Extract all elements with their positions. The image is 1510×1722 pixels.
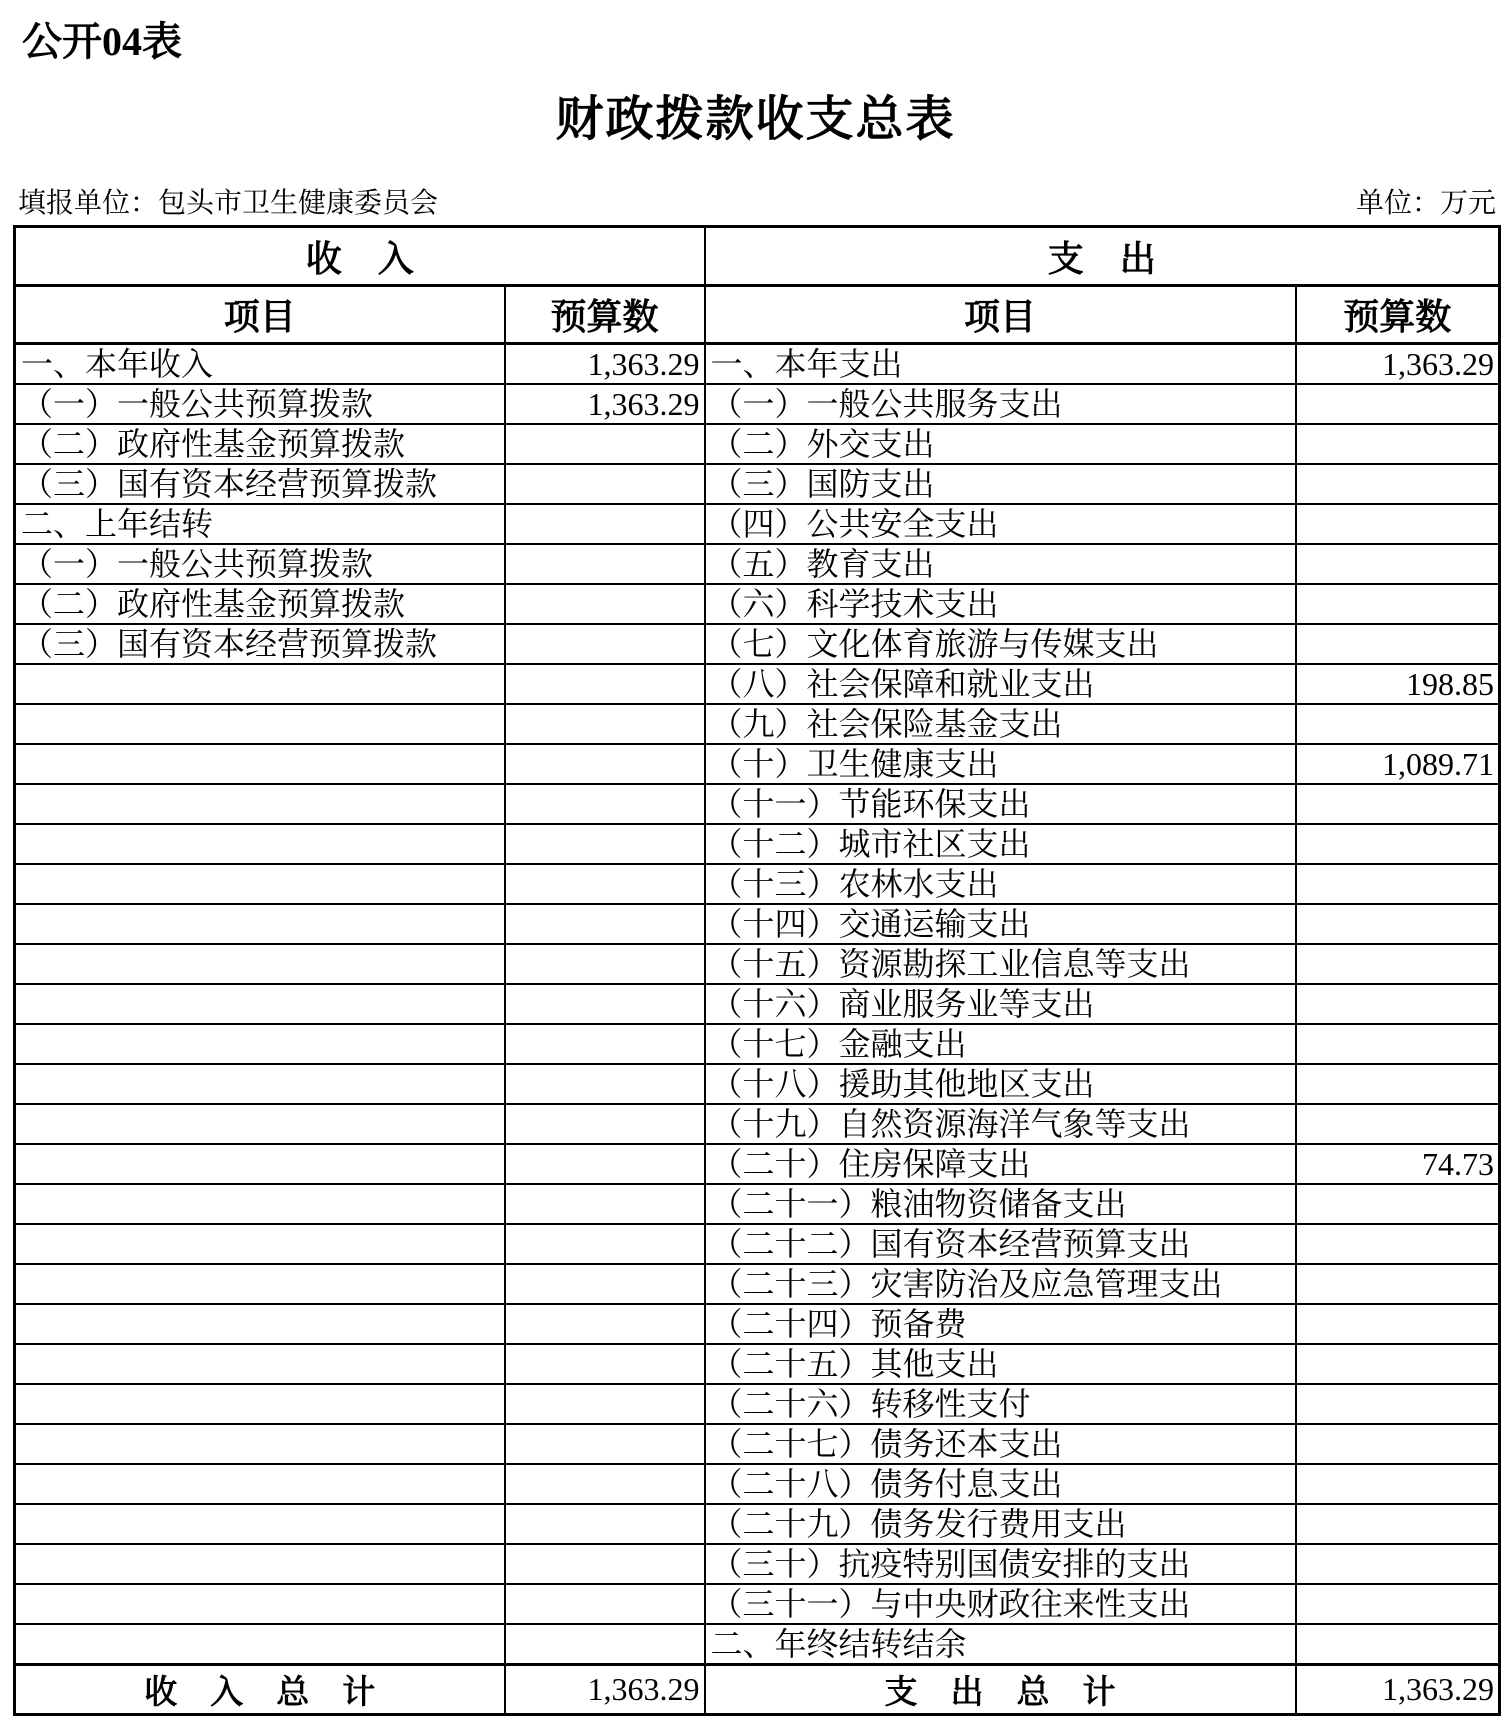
revenue-item-cell bbox=[15, 1104, 505, 1144]
expenditure-value-cell bbox=[1296, 824, 1500, 864]
expenditure-item-cell: （二）外交支出 bbox=[705, 424, 1296, 464]
expenditure-value-cell bbox=[1296, 1064, 1500, 1104]
revenue-value-cell bbox=[505, 1264, 705, 1304]
table-row bbox=[15, 504, 1500, 544]
expenditure-total-value: 1,363.29 bbox=[1296, 1665, 1500, 1715]
table-row bbox=[15, 1344, 1500, 1384]
table-row bbox=[15, 1384, 1500, 1424]
revenue-section-header: 收 入 bbox=[15, 227, 705, 286]
expenditure-value-cell: 74.73 bbox=[1296, 1144, 1500, 1184]
table-row bbox=[15, 1504, 1500, 1544]
revenue-item-cell bbox=[15, 864, 505, 904]
table-row bbox=[15, 1264, 1500, 1304]
revenue-value-cell bbox=[505, 1224, 705, 1264]
revenue-value-cell bbox=[505, 664, 705, 704]
table-row bbox=[15, 1304, 1500, 1344]
expenditure-value-cell bbox=[1296, 584, 1500, 624]
expenditure-value-cell bbox=[1296, 384, 1500, 424]
expenditure-item-cell: （三十）抗疫特别国债安排的支出 bbox=[705, 1544, 1296, 1584]
revenue-value-cell bbox=[505, 1304, 705, 1344]
revenue-total-value: 1,363.29 bbox=[505, 1665, 705, 1715]
table-row bbox=[15, 464, 1500, 504]
expenditure-value-cell bbox=[1296, 1264, 1500, 1304]
revenue-item-cell bbox=[15, 904, 505, 944]
table-row bbox=[15, 1584, 1500, 1624]
expenditure-value-cell bbox=[1296, 1384, 1500, 1424]
table-body bbox=[15, 344, 1500, 1665]
expenditure-value-cell bbox=[1296, 1544, 1500, 1584]
table-row bbox=[15, 624, 1500, 664]
table-row bbox=[15, 904, 1500, 944]
revenue-item-cell bbox=[15, 1184, 505, 1224]
table-foot bbox=[15, 1665, 1500, 1715]
expenditure-item-cell: （十一）节能环保支出 bbox=[705, 784, 1296, 824]
expenditure-value-cell bbox=[1296, 504, 1500, 544]
expenditure-value-cell bbox=[1296, 1304, 1500, 1344]
expenditure-value-cell bbox=[1296, 1464, 1500, 1504]
expenditure-item-cell: （三）国防支出 bbox=[705, 464, 1296, 504]
table-row bbox=[15, 384, 1500, 424]
expenditure-value-cell bbox=[1296, 944, 1500, 984]
meta-row bbox=[13, 188, 1498, 220]
revenue-value-cell bbox=[505, 1104, 705, 1144]
expenditure-section-header: 支 出 bbox=[705, 227, 1500, 286]
total-row bbox=[15, 1665, 1500, 1715]
expenditure-value-cell bbox=[1296, 1504, 1500, 1544]
revenue-value-cell bbox=[505, 1344, 705, 1384]
expenditure-item-cell: （十七）金融支出 bbox=[705, 1024, 1296, 1064]
revenue-value-cell bbox=[505, 904, 705, 944]
revenue-item-cell: （一）一般公共预算拨款 bbox=[15, 544, 505, 584]
expenditure-value-cell bbox=[1296, 1584, 1500, 1624]
revenue-item-header: 项目 bbox=[15, 286, 505, 344]
expenditure-value-cell bbox=[1296, 784, 1500, 824]
revenue-item-cell bbox=[15, 664, 505, 704]
table-row bbox=[15, 424, 1500, 464]
revenue-item-cell: 一、本年收入 bbox=[15, 344, 505, 385]
revenue-item-cell bbox=[15, 824, 505, 864]
unit-label: 单位：万元 bbox=[1355, 188, 1496, 219]
revenue-item-cell: （三）国有资本经营预算拨款 bbox=[15, 464, 505, 504]
revenue-value-cell bbox=[505, 704, 705, 744]
table-row bbox=[15, 824, 1500, 864]
revenue-item-cell bbox=[15, 1344, 505, 1384]
revenue-total-label: 收 入 总 计 bbox=[15, 1665, 505, 1715]
expenditure-item-cell: （二十六）转移性支付 bbox=[705, 1384, 1296, 1424]
revenue-item-cell bbox=[15, 944, 505, 984]
table-head bbox=[15, 227, 1500, 344]
revenue-value-cell bbox=[505, 1624, 705, 1665]
expenditure-value-cell bbox=[1296, 624, 1500, 664]
expenditure-item-cell: （十三）农林水支出 bbox=[705, 864, 1296, 904]
revenue-item-cell bbox=[15, 984, 505, 1024]
column-header-row bbox=[15, 286, 1500, 344]
revenue-value-cell bbox=[505, 1424, 705, 1464]
expenditure-item-cell: 一、本年支出 bbox=[705, 344, 1296, 385]
revenue-item-cell bbox=[15, 1144, 505, 1184]
expenditure-item-cell: （五）教育支出 bbox=[705, 544, 1296, 584]
table-row bbox=[15, 1224, 1500, 1264]
expenditure-item-cell: （九）社会保险基金支出 bbox=[705, 704, 1296, 744]
expenditure-item-cell: （十四）交通运输支出 bbox=[705, 904, 1296, 944]
expenditure-item-cell: （二十五）其他支出 bbox=[705, 1344, 1296, 1384]
expenditure-value-cell bbox=[1296, 1624, 1500, 1665]
revenue-item-cell: （二）政府性基金预算拨款 bbox=[15, 584, 505, 624]
revenue-item-cell bbox=[15, 1024, 505, 1064]
expenditure-value-cell: 198.85 bbox=[1296, 664, 1500, 704]
table-row bbox=[15, 864, 1500, 904]
revenue-value-cell bbox=[505, 944, 705, 984]
revenue-item-cell: （一）一般公共预算拨款 bbox=[15, 384, 505, 424]
expenditure-item-cell: （二十七）债务还本支出 bbox=[705, 1424, 1296, 1464]
revenue-item-cell bbox=[15, 1064, 505, 1104]
expenditure-item-cell: （二十二）国有资本经营预算支出 bbox=[705, 1224, 1296, 1264]
expenditure-item-cell: （三十一）与中央财政往来性支出 bbox=[705, 1584, 1296, 1624]
expenditure-item-cell: （二十）住房保障支出 bbox=[705, 1144, 1296, 1184]
table-row bbox=[15, 584, 1500, 624]
revenue-value-cell bbox=[505, 424, 705, 464]
table-row bbox=[15, 1024, 1500, 1064]
expenditure-total-label: 支 出 总 计 bbox=[705, 1665, 1296, 1715]
expenditure-item-cell: （十六）商业服务业等支出 bbox=[705, 984, 1296, 1024]
revenue-item-cell bbox=[15, 1624, 505, 1665]
budget-table bbox=[13, 225, 1501, 1716]
expenditure-item-cell: （十五）资源勘探工业信息等支出 bbox=[705, 944, 1296, 984]
table-row bbox=[15, 1144, 1500, 1184]
revenue-item-cell bbox=[15, 784, 505, 824]
revenue-value-cell bbox=[505, 1464, 705, 1504]
revenue-value-cell bbox=[505, 544, 705, 584]
revenue-value-cell bbox=[505, 1144, 705, 1184]
reporting-unit-label: 填报单位：包头市卫生健康委员会 bbox=[18, 188, 439, 219]
revenue-value-cell bbox=[505, 864, 705, 904]
expenditure-value-cell bbox=[1296, 1344, 1500, 1384]
revenue-item-cell bbox=[15, 1304, 505, 1344]
page-title: 财政拨款收支总表 bbox=[555, 93, 956, 146]
expenditure-value-cell: 1,089.71 bbox=[1296, 744, 1500, 784]
expenditure-value-cell: 1,363.29 bbox=[1296, 344, 1500, 385]
table-row bbox=[15, 1624, 1500, 1665]
table-row bbox=[15, 344, 1500, 385]
revenue-item-cell: （三）国有资本经营预算拨款 bbox=[15, 624, 505, 664]
expenditure-item-header: 项目 bbox=[705, 286, 1296, 344]
revenue-value-cell bbox=[505, 1544, 705, 1584]
expenditure-value-cell bbox=[1296, 1424, 1500, 1464]
revenue-value-cell bbox=[505, 744, 705, 784]
table-row bbox=[15, 544, 1500, 584]
revenue-budget-header: 预算数 bbox=[505, 286, 705, 344]
table-row bbox=[15, 1184, 1500, 1224]
revenue-item-cell bbox=[15, 704, 505, 744]
revenue-item-cell bbox=[15, 1424, 505, 1464]
expenditure-item-cell: （十八）援助其他地区支出 bbox=[705, 1064, 1296, 1104]
revenue-value-cell bbox=[505, 464, 705, 504]
table-row bbox=[15, 744, 1500, 784]
table-code: 公开04表 bbox=[22, 19, 182, 64]
expenditure-value-cell bbox=[1296, 424, 1500, 464]
expenditure-budget-header: 预算数 bbox=[1296, 286, 1500, 344]
expenditure-item-cell: （二十四）预备费 bbox=[705, 1304, 1296, 1344]
revenue-value-cell bbox=[505, 1504, 705, 1544]
table-row bbox=[15, 1104, 1500, 1144]
revenue-value-cell bbox=[505, 984, 705, 1024]
expenditure-value-cell bbox=[1296, 704, 1500, 744]
expenditure-item-cell: （二十九）债务发行费用支出 bbox=[705, 1504, 1296, 1544]
table-row bbox=[15, 944, 1500, 984]
table-row bbox=[15, 664, 1500, 704]
expenditure-item-cell: （十二）城市社区支出 bbox=[705, 824, 1296, 864]
expenditure-item-cell: （四）公共安全支出 bbox=[705, 504, 1296, 544]
revenue-value-cell bbox=[505, 1184, 705, 1224]
expenditure-item-cell: （十九）自然资源海洋气象等支出 bbox=[705, 1104, 1296, 1144]
expenditure-item-cell: （二十一）粮油物资储备支出 bbox=[705, 1184, 1296, 1224]
expenditure-value-cell bbox=[1296, 984, 1500, 1024]
expenditure-item-cell: 二、年终结转结余 bbox=[705, 1624, 1296, 1665]
revenue-item-cell bbox=[15, 1224, 505, 1264]
revenue-value-cell: 1,363.29 bbox=[505, 344, 705, 385]
revenue-item-cell bbox=[15, 1264, 505, 1304]
revenue-item-cell bbox=[15, 1464, 505, 1504]
expenditure-value-cell bbox=[1296, 1184, 1500, 1224]
expenditure-value-cell bbox=[1296, 1024, 1500, 1064]
revenue-item-cell bbox=[15, 1584, 505, 1624]
expenditure-value-cell bbox=[1296, 464, 1500, 504]
table-row bbox=[15, 984, 1500, 1024]
revenue-value-cell bbox=[505, 784, 705, 824]
revenue-item-cell bbox=[15, 1384, 505, 1424]
expenditure-value-cell bbox=[1296, 904, 1500, 944]
revenue-item-cell bbox=[15, 744, 505, 784]
expenditure-value-cell bbox=[1296, 864, 1500, 904]
revenue-value-cell bbox=[505, 624, 705, 664]
revenue-item-cell: 二、上年结转 bbox=[15, 504, 505, 544]
revenue-value-cell bbox=[505, 824, 705, 864]
expenditure-item-cell: （七）文化体育旅游与传媒支出 bbox=[705, 624, 1296, 664]
revenue-value-cell bbox=[505, 1024, 705, 1064]
revenue-item-cell bbox=[15, 1544, 505, 1584]
revenue-value-cell bbox=[505, 584, 705, 624]
expenditure-item-cell: （二十八）债务付息支出 bbox=[705, 1464, 1296, 1504]
table-row bbox=[15, 784, 1500, 824]
revenue-item-cell: （二）政府性基金预算拨款 bbox=[15, 424, 505, 464]
revenue-value-cell bbox=[505, 1384, 705, 1424]
table-row bbox=[15, 1424, 1500, 1464]
revenue-value-cell bbox=[505, 1584, 705, 1624]
expenditure-item-cell: （八）社会保障和就业支出 bbox=[705, 664, 1296, 704]
expenditure-value-cell bbox=[1296, 1224, 1500, 1264]
expenditure-item-cell: （二十三）灾害防治及应急管理支出 bbox=[705, 1264, 1296, 1304]
expenditure-value-cell bbox=[1296, 1104, 1500, 1144]
expenditure-value-cell bbox=[1296, 544, 1500, 584]
revenue-value-cell bbox=[505, 504, 705, 544]
expenditure-item-cell: （十）卫生健康支出 bbox=[705, 744, 1296, 784]
table-row bbox=[15, 1544, 1500, 1584]
revenue-value-cell bbox=[505, 1064, 705, 1104]
expenditure-item-cell: （六）科学技术支出 bbox=[705, 584, 1296, 624]
table-row bbox=[15, 704, 1500, 744]
table-row bbox=[15, 1064, 1500, 1104]
revenue-value-cell: 1,363.29 bbox=[505, 384, 705, 424]
expenditure-item-cell: （一）一般公共服务支出 bbox=[705, 384, 1296, 424]
revenue-item-cell bbox=[15, 1504, 505, 1544]
section-header-row bbox=[15, 227, 1500, 286]
table-row bbox=[15, 1464, 1500, 1504]
